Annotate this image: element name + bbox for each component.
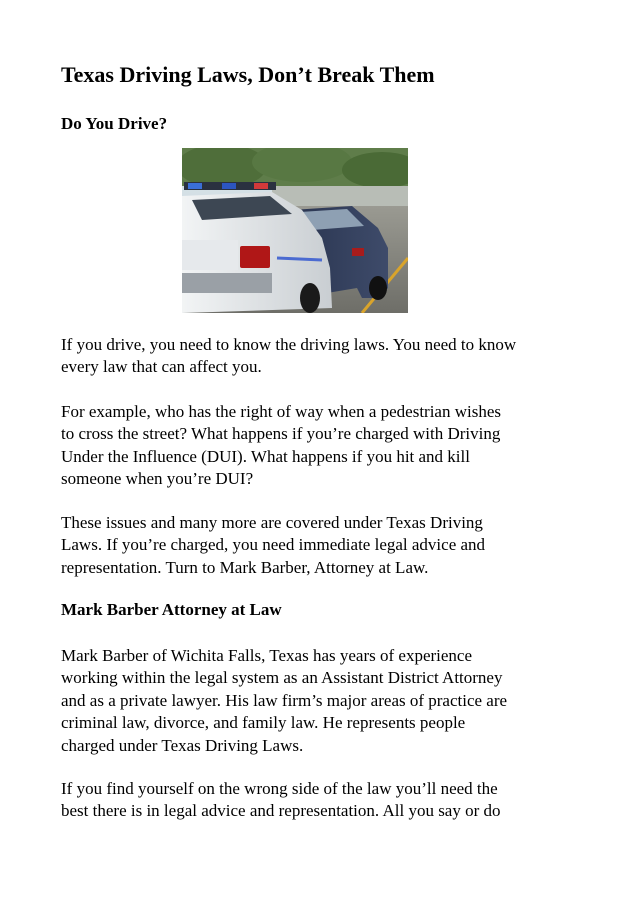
text-line: For example, who has the right of way when a pedestrian wishes: [61, 402, 501, 421]
text-line: best there is in legal advice and representation. All you say or do: [61, 801, 501, 821]
text-line: criminal law, divorce, and family law. He represents people: [61, 713, 466, 733]
section-heading-attorney: Mark Barber Attorney at Law: [61, 600, 282, 619]
text-line: and as a private lawyer. His law firm’s major areas of practice are: [61, 690, 508, 710]
text-line: to cross the street? What happens if you’re charged with Driving: [61, 424, 501, 444]
paragraph-issues: [61, 512, 591, 579]
text-line: Laws. If you’re charged, you need immediate legal advice and: [61, 535, 486, 555]
paragraph-example: [61, 401, 591, 491]
text-line: These issues and many more are covered under Texas Driving: [61, 513, 483, 532]
document-title: Texas Driving Laws, Don’t Break Them: [61, 62, 435, 87]
paragraph-closing: [61, 778, 591, 823]
text-line: charged under Texas Driving Laws.: [61, 735, 304, 755]
paragraph-attorney-bio: [61, 645, 591, 757]
text-line: If you find yourself on the wrong side of the law you’ll need the: [61, 779, 498, 798]
text-line: someone when you’re DUI?: [61, 469, 254, 489]
text-line: If you drive, you need to know the driving laws. You need to know: [61, 335, 517, 354]
text-line: working within the legal system as an Assistant District Attorney: [61, 668, 503, 688]
police-traffic-stop-photo: [182, 148, 408, 313]
text-line: Under the Influence (DUI). What happens if you hit and kill: [61, 446, 470, 466]
text-line: representation. Turn to Mark Barber, Attorney at Law.: [61, 557, 429, 577]
text-line: Mark Barber of Wichita Falls, Texas has years of experience: [61, 646, 473, 665]
text-line: every law that can affect you.: [61, 357, 262, 377]
paragraph-intro: [61, 334, 591, 379]
section-heading-do-you-drive: Do You Drive?: [61, 114, 168, 133]
